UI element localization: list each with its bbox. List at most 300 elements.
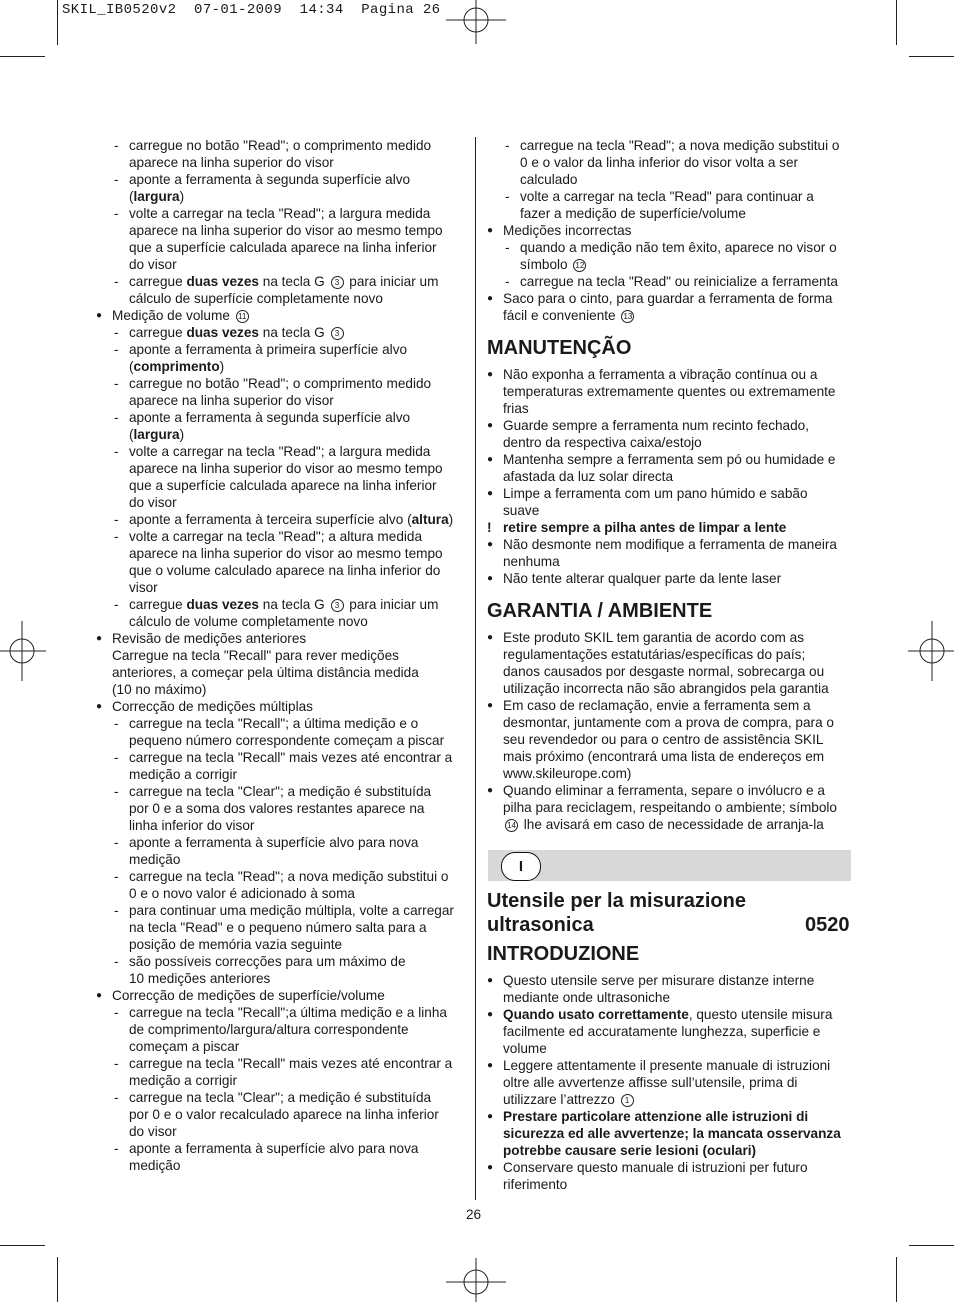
text-line	[96, 1038, 471, 1055]
line-text: danos causados por desgaste normal, sobrecarga ou	[503, 664, 825, 679]
text-line	[487, 1040, 855, 1057]
bullet-marker: ●	[96, 310, 103, 321]
text-line	[96, 936, 471, 953]
warning-marker: !	[487, 520, 492, 535]
text-line	[96, 596, 471, 613]
text-line	[487, 1176, 855, 1193]
text-line	[96, 919, 471, 936]
text-line	[96, 800, 471, 817]
text-line	[487, 646, 855, 663]
dash-marker: -	[114, 750, 119, 765]
text-line	[96, 528, 471, 545]
text-line	[487, 171, 855, 188]
text-line	[96, 392, 471, 409]
page-number: 26	[466, 1207, 482, 1222]
bullet-marker: ●	[96, 990, 103, 1001]
text-line	[487, 468, 855, 485]
line-text: www.skileurope.com)	[503, 766, 632, 781]
dash-marker: -	[114, 1141, 119, 1156]
line-text: 10 medições anteriores	[129, 971, 271, 986]
text-line	[487, 1006, 855, 1023]
dash-marker: -	[114, 597, 119, 612]
line-text: duas vezes	[186, 325, 259, 340]
line-text: aparece na linha superior do visor ao mesmo tempo	[129, 546, 443, 561]
dash-marker: -	[114, 342, 119, 357]
crop-mark	[0, 1245, 45, 1246]
text-line	[487, 307, 855, 324]
dash-marker: -	[505, 240, 510, 255]
line-text: utilizzare l’attrezzo	[503, 1092, 619, 1107]
line-text: para continuar uma medição múltipla, volte a carregar	[129, 903, 454, 918]
line-text: desmontar, juntamente com a prova de compra, para o	[503, 715, 834, 730]
line-text: Correcção de medições múltiplas	[112, 699, 313, 714]
line-text: temperaturas extremamente quentes ou extremamente	[503, 384, 836, 399]
line-text: volte a carregar na tecla "Read"; a altura medida	[129, 529, 423, 544]
line-text: aparece na linha superior do visor ao mesmo tempo	[129, 461, 443, 476]
print-header: SKIL_IB0520v2 07-01-2009 14:34 Pagina 26	[62, 2, 441, 18]
registration-mark-top	[446, 0, 506, 44]
callout-number: 13	[621, 310, 634, 323]
line-text: Não tente alterar qualquer parte da lente laser	[503, 571, 782, 586]
text-line	[487, 222, 855, 239]
line-text: Questo utensile serve per misurare distanze interne	[503, 973, 815, 988]
line-text: (	[129, 189, 134, 204]
dash-marker: -	[114, 410, 119, 425]
dash-marker: -	[114, 903, 119, 918]
line-text: 0 e o valor da linha inferior do visor volta a ser	[520, 155, 799, 170]
text-line	[487, 731, 855, 748]
crop-mark	[909, 56, 954, 57]
text-line	[96, 817, 471, 834]
dash-marker: -	[114, 172, 119, 187]
dash-marker: -	[114, 1005, 119, 1020]
left-column	[96, 137, 471, 1174]
line-text: Leggere attentamente il presente manuale di istruzioni	[503, 1058, 831, 1073]
text-line	[96, 188, 471, 205]
line-text: Correcção de medições de superfície/volume	[112, 988, 385, 1003]
text-line	[487, 748, 855, 765]
bullet-marker: ●	[487, 488, 494, 499]
line-text: calculado	[520, 172, 578, 187]
text-line	[487, 663, 855, 680]
bullet-marker: ●	[487, 293, 494, 304]
line-text: que a superfície calculada aparece na linha inferior	[129, 478, 437, 493]
text-line	[487, 816, 855, 833]
line-text: são possíveis correcções para um máximo de	[129, 954, 406, 969]
text-line	[487, 137, 855, 154]
line-text: aponte a ferramenta à segunda superfície alvo	[129, 172, 411, 187]
text-line	[487, 417, 855, 434]
text-line	[487, 256, 855, 273]
line-text: aponte a ferramenta à terceira superfície alvo (	[129, 512, 412, 527]
line-text: carregue na tecla "Clear"; a medição é substituída	[129, 1090, 432, 1105]
text-line	[487, 1125, 855, 1142]
text-line	[487, 451, 855, 468]
text-line	[96, 970, 471, 987]
line-text: medição	[129, 1158, 181, 1173]
line-text: duas vezes	[186, 274, 259, 289]
text-line	[96, 613, 471, 630]
line-text: frias	[503, 401, 529, 416]
text-line	[487, 273, 855, 290]
text-line	[96, 137, 471, 154]
line-text: facilmente ed accuratamente lunghezza, superficie e	[503, 1024, 821, 1039]
bullet-marker: ●	[487, 454, 494, 465]
text-line	[487, 1091, 855, 1108]
dash-marker: -	[114, 274, 119, 289]
bullet-marker: ●	[487, 225, 494, 236]
line-text: Quando usato correttamente	[503, 1007, 689, 1022]
line-text: aponte a ferramenta à primeira superfície alvo	[129, 342, 408, 357]
crop-mark	[909, 1245, 954, 1246]
text-line	[487, 485, 855, 502]
line-text: carregue na tecla "Recall" mais vezes até encontrar a	[129, 1056, 453, 1071]
callout-number: 14	[505, 819, 518, 832]
line-text: Prestare particolare attenzione alle istruzioni di	[503, 1109, 809, 1124]
line-text: carregue na tecla "Read"; a nova medição substitui o	[129, 869, 449, 884]
dash-marker: -	[114, 206, 119, 221]
bullet-marker: ●	[487, 1009, 494, 1020]
bullet-marker: ●	[487, 1111, 494, 1122]
line-text: utilização incorrecta não são abrangidos pela garantia	[503, 681, 829, 696]
line-text: Quando eliminar a ferramenta, separe o invólucro e a	[503, 783, 825, 798]
text-line	[96, 171, 471, 188]
text-line	[96, 426, 471, 443]
language-banner	[488, 850, 851, 881]
crop-mark	[896, 0, 897, 45]
callout-number: 11	[236, 310, 249, 323]
italian-column	[487, 972, 855, 1193]
line-text: oltre alle avvertenze affisse sull’utensile, prima di	[503, 1075, 798, 1090]
text-line	[96, 443, 471, 460]
model-number: 0520	[805, 914, 850, 936]
registration-mark-bottom	[446, 1258, 506, 1302]
column-divider	[475, 137, 476, 1200]
line-text: na tecla "Read" e o pequeno número salta para a	[129, 920, 427, 935]
line-text: riferimento	[503, 1177, 568, 1192]
text-line	[487, 697, 855, 714]
line-text: que a superfície calculada aparece na linha inferior	[129, 240, 437, 255]
line-text: aparece na linha superior do visor ao mesmo tempo	[129, 223, 443, 238]
bullet-marker: ●	[487, 632, 494, 643]
line-text: do visor	[129, 495, 177, 510]
line-text: Mantenha sempre a ferramenta sem pó ou humidade e	[503, 452, 836, 467]
text-line	[96, 154, 471, 171]
text-line	[96, 375, 471, 392]
text-line	[96, 205, 471, 222]
text-line	[487, 989, 855, 1006]
line-text: posição de memória vazia seguinte	[129, 937, 343, 952]
dash-marker: -	[114, 835, 119, 850]
text-line	[96, 834, 471, 851]
bullet-marker: ●	[96, 633, 103, 644]
line-text: MANUTENÇÃO	[487, 337, 632, 359]
language-badge: I	[501, 852, 541, 881]
text-line	[96, 953, 471, 970]
line-text: carregue na tecla "Read" ou reinicialize a ferramenta	[520, 274, 838, 289]
text-line	[96, 579, 471, 596]
line-text: carregue na tecla "Read"; a nova medição substitui o	[520, 138, 840, 153]
line-text: volte a carregar na tecla "Read"; a largura medida	[129, 206, 431, 221]
line-text: Medições incorrectas	[503, 223, 632, 238]
line-text: aparece na linha superior do visor	[129, 155, 334, 170]
text-line	[96, 732, 471, 749]
text-line	[96, 1004, 471, 1021]
line-text: Guarde sempre a ferramenta num recinto fechado,	[503, 418, 810, 433]
text-line	[96, 698, 471, 715]
line-text: sicurezza ed alle avvertenze; la mancata osservanza	[503, 1126, 841, 1141]
line-text: GARANTIA / AMBIENTE	[487, 600, 713, 622]
line-text: Este produto SKIL tem garantia de acordo com as	[503, 630, 804, 645]
text-line	[487, 570, 855, 587]
italian-title-line1: Utensile per la misurazione	[487, 890, 746, 912]
text-line	[487, 400, 855, 417]
section-heading	[487, 599, 855, 623]
line-text: símbolo	[520, 257, 572, 272]
text-line	[96, 409, 471, 426]
text-line	[96, 460, 471, 477]
line-text: aponte a ferramenta à segunda superfície alvo	[129, 410, 411, 425]
text-line	[96, 1055, 471, 1072]
text-line	[96, 256, 471, 273]
line-text: nenhuma	[503, 554, 560, 569]
line-text: aponte a ferramenta à superfície alvo para nova	[129, 835, 419, 850]
text-line	[487, 680, 855, 697]
text-line	[487, 290, 855, 307]
line-text: )	[448, 512, 454, 527]
dash-marker: -	[114, 512, 119, 527]
registration-mark-left	[0, 621, 46, 681]
line-text: Limpe a ferramenta com um pano húmido e sabão	[503, 486, 808, 501]
callout-number: 12	[573, 259, 586, 272]
dash-marker: -	[114, 716, 119, 731]
line-text: Medição de volume	[112, 308, 234, 323]
text-line	[487, 154, 855, 171]
text-line	[96, 1089, 471, 1106]
dash-marker: -	[505, 189, 510, 204]
line-text: que o volume calculado aparece na linha inferior do	[129, 563, 441, 578]
line-text: para iniciar um	[345, 597, 439, 612]
line-text: carregue na tecla "Recall" mais vezes até encontrar a	[129, 750, 453, 765]
line-text: Em caso de reclamação, envie a ferramenta sem a	[503, 698, 811, 713]
text-line	[487, 1074, 855, 1091]
text-line	[487, 553, 855, 570]
text-line	[96, 290, 471, 307]
line-text: na tecla G	[258, 597, 329, 612]
dash-marker: -	[114, 529, 119, 544]
line-text: carregue no botão "Read"; o comprimento medido	[129, 376, 432, 391]
text-line	[487, 782, 855, 799]
line-text: carregue na tecla "Recall";a última medição e a linha	[129, 1005, 447, 1020]
line-text: (	[129, 427, 134, 442]
text-line	[96, 222, 471, 239]
text-line	[96, 681, 471, 698]
line-text: do visor	[129, 1124, 177, 1139]
callout-number: 3	[331, 599, 344, 612]
line-text: cálculo de superfície completamente novo	[129, 291, 383, 306]
crop-mark	[0, 56, 45, 57]
line-text: 0 e o novo valor é adicionado à soma	[129, 886, 355, 901]
dash-marker: -	[114, 138, 119, 153]
text-line	[96, 1140, 471, 1157]
line-text: seu revendedor ou para o centro de assistência SKIL	[503, 732, 824, 747]
dash-marker: -	[114, 325, 119, 340]
text-line	[487, 366, 855, 383]
line-text: comprimento	[133, 359, 220, 374]
text-line	[487, 714, 855, 731]
bullet-marker: ●	[487, 369, 494, 380]
line-text: mais próximo (encontrará uma lista de endereços em	[503, 749, 825, 764]
dash-marker: -	[114, 954, 119, 969]
dash-marker: -	[114, 784, 119, 799]
italian-title-line2: ultrasonica	[487, 914, 594, 936]
line-text: carregue	[129, 597, 187, 612]
line-text: aparece na linha superior do visor	[129, 393, 334, 408]
text-line	[96, 783, 471, 800]
line-text: linha inferior do visor	[129, 818, 255, 833]
line-text: medição a corrigir	[129, 1073, 238, 1088]
line-text: carregue na tecla "Clear"; a medição é substituída	[129, 784, 432, 799]
text-line	[487, 434, 855, 451]
text-line	[487, 383, 855, 400]
text-line	[487, 1108, 855, 1125]
line-text: fazer a medição de superfície/volume	[520, 206, 746, 221]
line-text: )	[179, 427, 185, 442]
crop-mark	[57, 1257, 58, 1302]
text-line	[96, 902, 471, 919]
line-text: na tecla G	[258, 325, 329, 340]
line-text: )	[179, 189, 185, 204]
line-text: começam a piscar	[129, 1039, 240, 1054]
bullet-marker: ●	[487, 700, 494, 711]
callout-number: 3	[331, 276, 344, 289]
text-line	[96, 324, 471, 341]
text-line	[96, 987, 471, 1004]
line-text: )	[219, 359, 225, 374]
text-line	[96, 1072, 471, 1089]
right-column	[487, 137, 855, 833]
line-text: anteriores, a começar pela última distância medida	[112, 665, 419, 680]
dash-marker: -	[505, 274, 510, 289]
dash-marker: -	[114, 376, 119, 391]
line-text: carregue	[129, 325, 187, 340]
line-text: do visor	[129, 257, 177, 272]
line-text: Não exponha a ferramenta a vibração contínua ou a	[503, 367, 818, 382]
bullet-marker: ●	[487, 420, 494, 431]
line-text: Conservare questo manuale di istruzioni per futuro	[503, 1160, 808, 1175]
text-line	[487, 502, 855, 519]
bullet-marker: ●	[487, 785, 494, 796]
bullet-marker: ●	[487, 1162, 494, 1173]
text-line	[96, 1157, 471, 1174]
text-line	[96, 545, 471, 562]
text-line	[487, 1142, 855, 1159]
text-line	[487, 972, 855, 989]
dash-marker: -	[114, 444, 119, 459]
text-line	[96, 868, 471, 885]
bullet-marker: ●	[487, 1060, 494, 1071]
crop-mark	[57, 0, 58, 45]
text-line	[96, 885, 471, 902]
line-text: Não desmonte nem modifique a ferramenta de maneira	[503, 537, 837, 552]
line-text: altura	[411, 512, 449, 527]
text-line	[487, 1159, 855, 1176]
text-line	[487, 205, 855, 222]
line-text: volume	[503, 1041, 547, 1056]
text-line	[487, 239, 855, 256]
callout-number: 1	[621, 1094, 634, 1107]
line-text: Carregue na tecla "Recall" para rever medições	[112, 648, 399, 663]
bullet-marker: ●	[487, 573, 494, 584]
line-text: aponte a ferramenta à superfície alvo para nova	[129, 1141, 419, 1156]
line-text: duas vezes	[186, 597, 259, 612]
text-line	[96, 358, 471, 375]
text-line	[96, 494, 471, 511]
line-text: por 0 e a soma dos valores restantes aparece na	[129, 801, 425, 816]
text-line	[487, 1057, 855, 1074]
line-text: (10 no máximo)	[112, 682, 207, 697]
line-text: (	[129, 359, 134, 374]
line-text: por 0 e o valor recalculado aparece na linha inferior	[129, 1107, 439, 1122]
text-line	[96, 511, 471, 528]
line-text: medição	[129, 852, 181, 867]
text-line	[96, 851, 471, 868]
line-text: visor	[129, 580, 158, 595]
bullet-marker: ●	[487, 539, 494, 550]
registration-mark-right	[908, 621, 954, 681]
line-text: mediante onde ultrasoniche	[503, 990, 671, 1005]
line-text: retire sempre a pilha antes de limpar a lente	[503, 520, 787, 535]
text-line	[96, 341, 471, 358]
line-text: carregue no botão "Read"; o comprimento medido	[129, 138, 432, 153]
text-line	[96, 273, 471, 290]
text-line	[96, 307, 471, 324]
line-text: Revisão de medições anteriores	[112, 631, 307, 646]
line-text: cálculo de volume completamente novo	[129, 614, 368, 629]
line-text: volte a carregar na tecla "Read"; a largura medida	[129, 444, 431, 459]
line-text: fácil e conveniente	[503, 308, 620, 323]
line-text: suave	[503, 503, 540, 518]
dash-marker: -	[114, 869, 119, 884]
line-text: pequeno número correspondente começam a piscar	[129, 733, 445, 748]
text-line	[96, 664, 471, 681]
dash-marker: -	[114, 1056, 119, 1071]
text-line	[487, 188, 855, 205]
line-text: medição a corrigir	[129, 767, 238, 782]
text-line	[96, 562, 471, 579]
line-text: para iniciar um	[345, 274, 439, 289]
text-line	[487, 629, 855, 646]
text-line	[96, 715, 471, 732]
text-line	[96, 766, 471, 783]
section-heading	[487, 336, 855, 360]
text-line	[487, 765, 855, 782]
italian-heading: INTRODUZIONE	[487, 943, 640, 965]
text-line	[96, 477, 471, 494]
text-line	[487, 1023, 855, 1040]
text-line	[96, 630, 471, 647]
line-text: carregue	[129, 274, 187, 289]
text-line	[96, 647, 471, 664]
text-line	[96, 1021, 471, 1038]
text-line	[96, 749, 471, 766]
line-text: pilha para reciclagem, respeitando o ambiente; símbolo	[503, 800, 837, 815]
text-line	[487, 536, 855, 553]
text-line	[96, 239, 471, 256]
line-text: na tecla G	[258, 274, 329, 289]
line-text: afastada da luz solar directa	[503, 469, 674, 484]
line-text: potrebbe causare serie lesioni (oculari)	[503, 1143, 757, 1158]
